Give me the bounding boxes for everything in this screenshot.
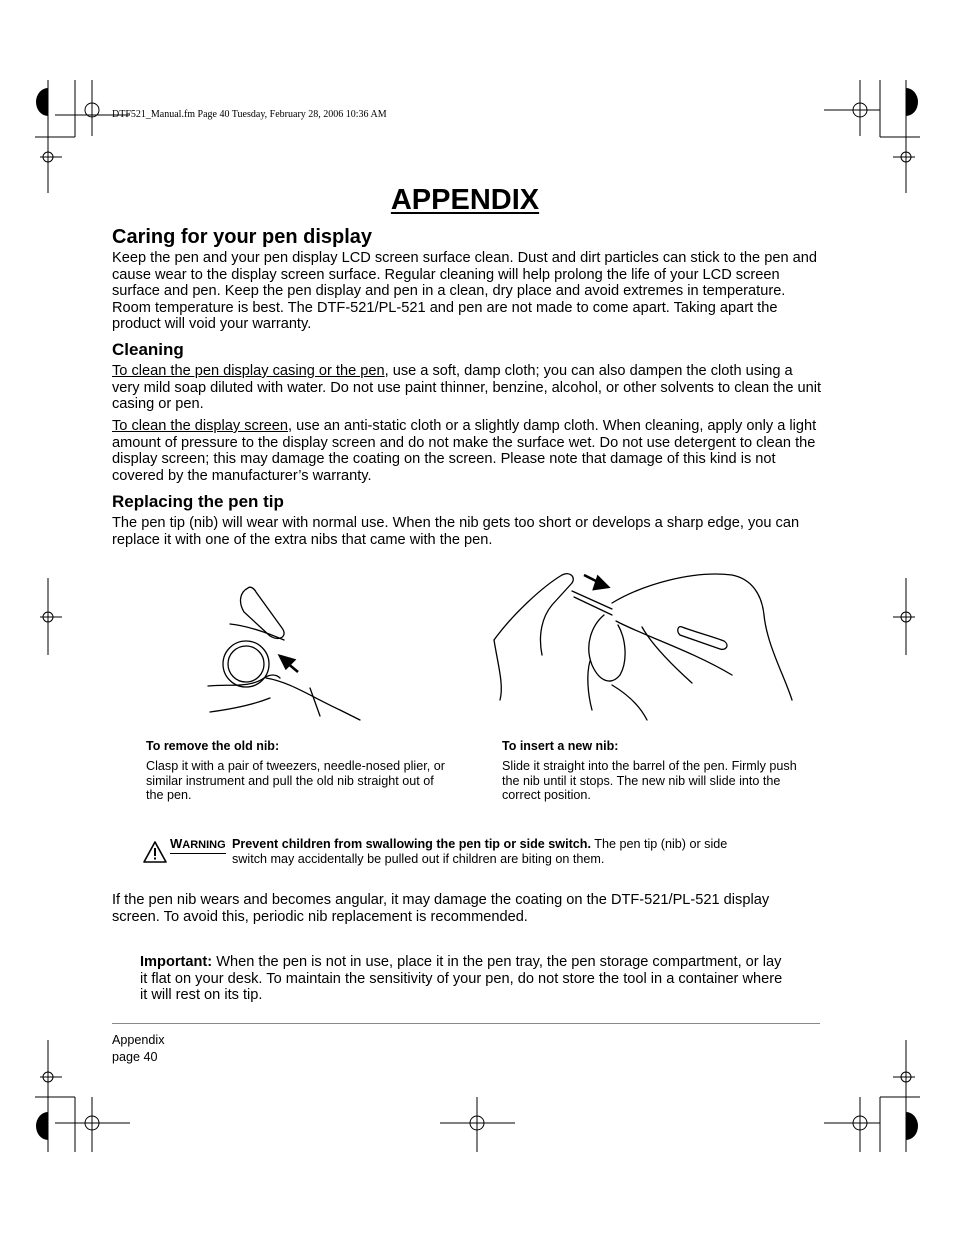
insert-nib-illustration (492, 565, 812, 725)
replacing-intro: The pen tip (nib) will wear with normal use. When the nib gets too short or develops a sharp edge, you can replace it with one of the extra nibs that came with the pen. (112, 515, 800, 548)
warning-label-initial: W (170, 836, 183, 851)
cleaning-heading: Cleaning (112, 340, 184, 359)
file-slug: DTF521_Manual.fm Page 40 Tuesday, February 28, 2006 10:36 AM (112, 109, 387, 120)
replacing-heading: Replacing the pen tip (112, 492, 284, 511)
warning-bold-text: Prevent children from swallowing the pen tip or side switch. (232, 837, 591, 851)
casing-text: , use a soft, damp cloth; you can also dampen the cloth using a very mild soap diluted with water. Do not use paint thinner, benzine, alcohol, or other solvents to clean the unit casing or pen. (112, 363, 822, 413)
footer-page-number: page 40 (112, 1050, 158, 1064)
important-label: Important: (140, 954, 213, 970)
warning-triangle-icon (142, 840, 168, 864)
warning-body-text: The pen tip (nib) or side switch may accidentally be pulled out if children are biting on them. (232, 837, 728, 866)
screen-term: To clean the display screen (112, 418, 289, 434)
cleaning-casing-paragraph (112, 363, 824, 413)
important-note (140, 954, 790, 1004)
footer-rule (112, 1023, 820, 1024)
screen-text: , use an anti-static cloth or a slightly damp cloth. When cleaning, apply only a light amount of pressure to the display screen and do not make the surface wet. Do not use detergent to clean the display screen; this may damage the coating on the screen. Please note that damage of this kind is not covered by the manufacturer’s warranty. (112, 418, 817, 484)
remove-nib-text: Clasp it with a pair of tweezers, needle-nosed plier, or similar instrument and pull the old nib straight out of the pen. (146, 759, 445, 803)
section-heading: Caring for your pen display (112, 226, 373, 248)
warning-label-rest: ARNING (182, 839, 226, 851)
important-text: When the pen is not in use, place it in the pen tray, the pen storage compartment, or lay it flat on your desk. To maintain the sensitivity of your pen, do not store the tool in a container where it will rest on its tip. (140, 954, 783, 1004)
remove-nib-illustration (200, 578, 380, 738)
insert-nib-text: Slide it straight into the barrel of the pen. Firmly push the nib until it stops. The new nib will slide into the correct position. (502, 759, 797, 803)
section-intro: Keep the pen and your pen display LCD screen surface clean. Dust and dirt particles can stick to the pen and cause wear to the display screen surface. Regular cleaning will help prolong the life of your LCD screen surface and pen. Keep the pen display and pen in a clean, dry place and avoid extremes in temperature. Room temperature is best. The DTF-521/PL-521 and pen are not made to come apart. Taking apart the product will void your warranty. (112, 250, 817, 333)
warning-label (170, 836, 226, 854)
casing-term: To clean the pen display casing or the pen (112, 363, 385, 379)
page-title: APPENDIX (390, 184, 540, 216)
nib-note: If the pen nib wears and becomes angular, it may damage the coating on the DTF-521/PL-521 display screen. To avoid this, periodic nib replacement is recommended. (112, 892, 770, 925)
insert-nib-heading: To insert a new nib: (502, 739, 619, 753)
warning-text (232, 837, 752, 867)
cleaning-screen-paragraph (112, 418, 824, 484)
remove-nib-heading: To remove the old nib: (146, 739, 280, 753)
footer-section: Appendix (112, 1033, 165, 1047)
